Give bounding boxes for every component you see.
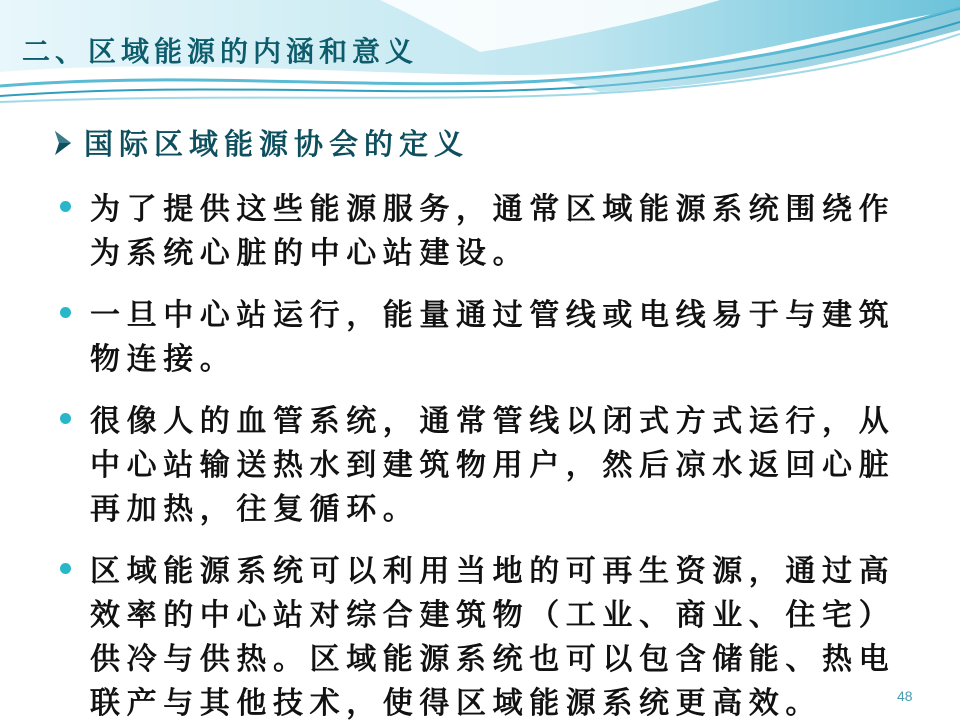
bullet-dot-icon (60, 201, 71, 212)
bullet-text: 区域能源系统可以利用当地的可再生资源，通过高效率的中心站对综合建筑物（工业、商业、住宅）供冷与供热。区域能源系统也可以包含储能、热电联产与其他技术，使得区域能源系统更高效。 (90, 554, 896, 720)
bullet-text: 很像人的血管系统，通常管线以闭式方式运行，从中心站输送热水到建筑物用户，然后凉水返回心脏再加热，往复循环。 (90, 404, 896, 527)
bullet-text: 为了提供这些能源服务，通常区域能源系统围绕作为系统心脏的中心站建设。 (90, 192, 896, 271)
page-number: 48 (897, 688, 913, 704)
bullet-dot-icon (60, 413, 71, 424)
bullet-dot-icon (60, 563, 71, 574)
arrow-right-icon (50, 128, 76, 158)
bullet-text: 一旦中心站运行，能量通过管线或电线易于与建筑物连接。 (90, 298, 896, 377)
section-subtitle-text: 国际区域能源协会的定义 (84, 127, 470, 161)
slide-title: 二、区域能源的内涵和意义 (22, 35, 419, 68)
list-item (60, 188, 930, 276)
bullet-dot-icon (60, 307, 71, 318)
list-item (60, 400, 930, 532)
list-item (60, 550, 930, 720)
list-item (60, 294, 930, 382)
bullet-list (60, 188, 930, 720)
section-subtitle (50, 122, 469, 163)
